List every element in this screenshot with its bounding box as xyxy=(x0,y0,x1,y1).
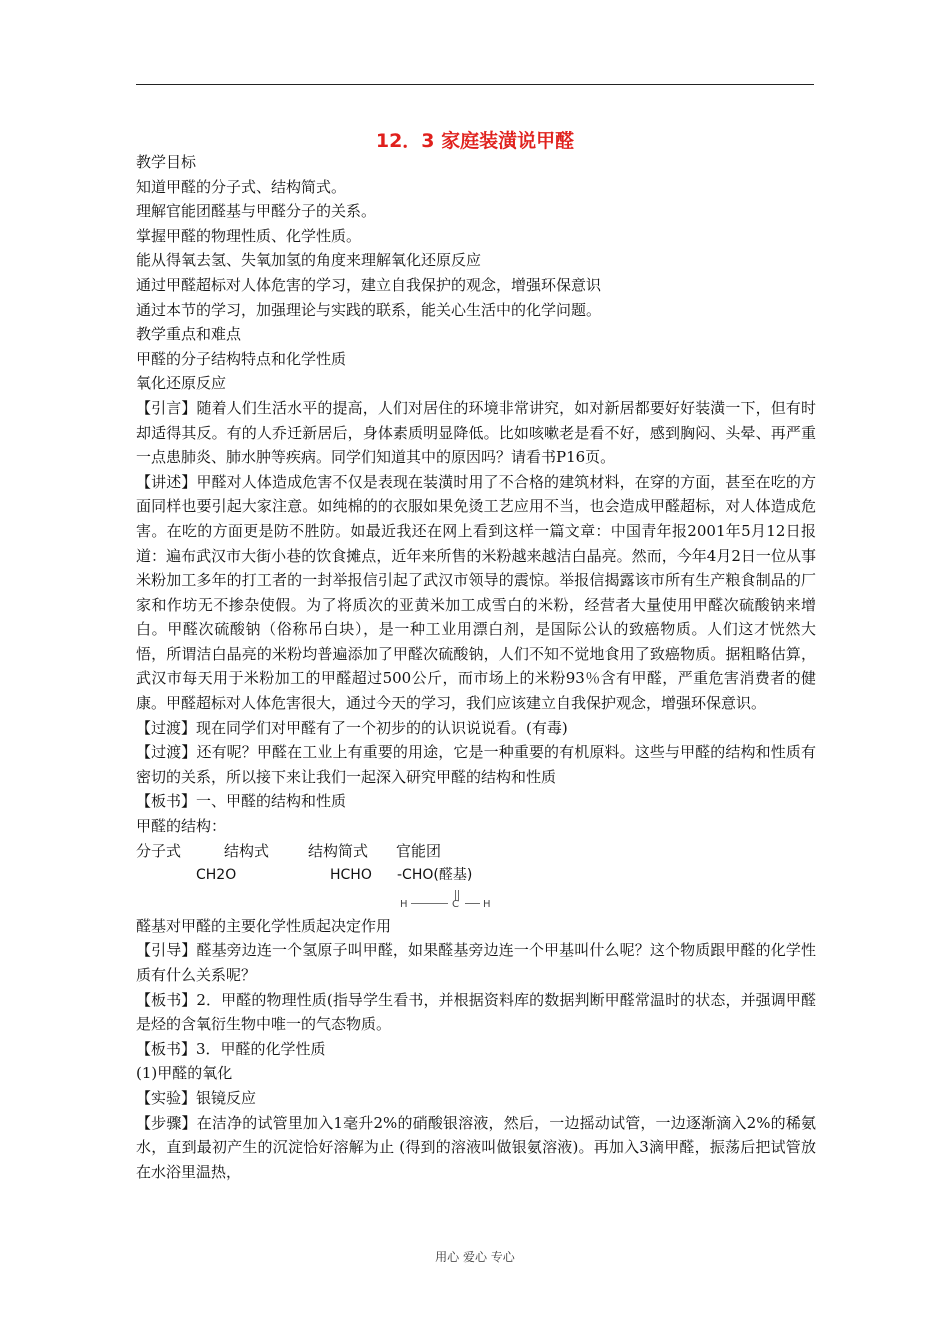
paragraph-line: 能从得氧去氢、失氧加氢的角度来理解氧化还原反应 xyxy=(136,251,482,270)
document-body xyxy=(136,150,816,1184)
structure-table-header xyxy=(136,839,816,864)
paragraph-line: 氧化还原反应 xyxy=(136,374,227,393)
paragraph-line: 教学重点和难点 xyxy=(136,325,242,344)
paragraph-line: 理解官能团醛基与甲醛分子的关系。 xyxy=(136,202,377,221)
paragraph-line: 掌握甲醛的物理性质、化学性质。 xyxy=(136,226,362,245)
oxidation-heading: (1)甲醛的氧化 xyxy=(136,1064,233,1083)
carbon-atom: C xyxy=(452,898,459,910)
board-heading-2: 【板书】2．甲醛的物理性质(指导学生看书，并根据资料库的数据判断甲醛常温时的状态，并强调甲醛是烃的含氧衍生物中唯一的气态物质。 xyxy=(136,990,816,1034)
lecture-paragraph: 【讲述】甲醛对人体造成危害不仅是表现在装潢时用了不合格的建筑材料，在穿的方面，甚至在吃的方面同样也要引起大家注意。如纯棉的的衣服如果免烫工艺应用不当，也会造成甲醛超标，对人体造成危害。在吃的方面更是防不胜防。如最近我还在网上看到这样一篇文章：中国青年报2001年5月12日报道：遍布武汉市大街小巷的饮食摊点，近年来所售的米粉越来越洁白晶亮。然而，今年4月2日一位从事米粉加工多年的打工者的一封举报信引起了武汉市领导的震惊。举报信揭露该市所有生产粮食制品的厂家和作坊无不掺杂使假。为了将质次的亚黄米加工成雪白的米粉，经营者大量使用甲醛次硫酸钠来增白。甲醛次硫酸钠（俗称吊白块），是一种工业用漂白剂，是国际公认的致癌物质。人们这才恍然大悟，所谓洁白晶亮的米粉均普遍添加了甲醛次硫酸钠，人们不知不觉地食用了致癌物质。据粗略估算，武汉市每天用于米粉加工的甲醛超过500公斤，而市场上的米粉93％含有甲醛，严重危害消费者的健康。甲醛超标对人体危害很大，通过今天的学习，我们应该建立自我保护观念，增强环保意识。 xyxy=(136,472,816,713)
header-rule xyxy=(136,84,814,85)
value-functional-group: -CHO(醛基) xyxy=(397,867,473,884)
paragraph-line: 教学目标 xyxy=(136,153,197,171)
paragraph-line: 通过本节的学习，加强理论与实践的联系，能关心生活中的化学问题。 xyxy=(136,300,602,319)
hydrogen-atom-right: H xyxy=(483,898,491,910)
page-footer: 用心 爱心 专心 xyxy=(435,1250,515,1264)
guide-paragraph: 【引导】醛基旁边连一个氢原子叫甲醛，如果醛基旁边连一个甲基叫什么呢？这个物质跟甲醛的化学性质有什么关系呢？ xyxy=(136,941,816,984)
value-molecular-formula: CH2O xyxy=(196,867,237,884)
board-heading-3: 【板书】3．甲醛的化学性质 xyxy=(136,1039,326,1058)
header-structural-formula: 结构式 xyxy=(224,841,270,860)
intro-paragraph: 【引言】随着人们生活水平的提高，人们对居住的环境非常讲究，如对新居都要好好装潢一下，但有时却适得其反。有的人乔迁新居后，身体素质明显降低。比如咳嗽老是看不好，感到胸闷、头晕、再严重一点患肺炎、肺水肿等疾病。同学们知道其中的原因吗？请看书P16页。 xyxy=(136,398,816,467)
paragraph-line: 知道甲醛的分子式、结构简式。 xyxy=(136,177,347,196)
paragraph-line: 甲醛的分子结构特点和化学性质 xyxy=(136,349,347,368)
page-title: 12．3 家庭装潢说甲醛 xyxy=(375,130,575,152)
header-functional-group: 官能团 xyxy=(396,841,442,860)
formaldehyde-structure-svg xyxy=(136,888,816,914)
steps-paragraph: 【步骤】在洁净的试管里加入1毫升2%的硝酸银溶液，然后，一边摇动试管，一边逐渐滴入2%的稀氨水，直到最初产生的沉淀恰好溶解为止 (得到的溶液叫做银氨溶液)。再加入3滴甲醛，振荡后把试管放在水浴里温热， xyxy=(136,1113,816,1181)
board-heading-1: 【板书】一、甲醛的结构和性质 xyxy=(136,792,347,811)
oxygen-atom xyxy=(453,888,460,889)
hydrogen-atom-left: H xyxy=(400,898,408,910)
aldehyde-note: 醛基对甲醛的主要化学性质起决定作用 xyxy=(136,916,392,935)
header-molecular-formula: 分子式 xyxy=(136,841,182,860)
experiment-heading: 【实验】银镜反应 xyxy=(136,1088,257,1107)
formaldehyde-structure-diagram xyxy=(136,888,816,914)
paragraph-line: 通过甲醛超标对人体危害的学习，建立自我保护的观念，增强环保意识 xyxy=(136,275,602,294)
value-condensed-formula: HCHO xyxy=(330,867,372,884)
transition-paragraph-1: 【过渡】现在同学们对甲醛有了一个初步的的认识说说看。(有毒) xyxy=(136,718,568,737)
structure-table-values xyxy=(136,863,816,888)
structure-heading: 甲醛的结构： xyxy=(136,817,227,836)
transition-paragraph-2: 【过渡】还有呢？甲醛在工业上有重要的用途，它是一种重要的有机原料。这些与甲醛的结构和性质有密切的关系，所以接下来让我们一起深入研究甲醛的结构和性质 xyxy=(136,743,816,786)
header-condensed-formula: 结构简式 xyxy=(308,841,369,860)
